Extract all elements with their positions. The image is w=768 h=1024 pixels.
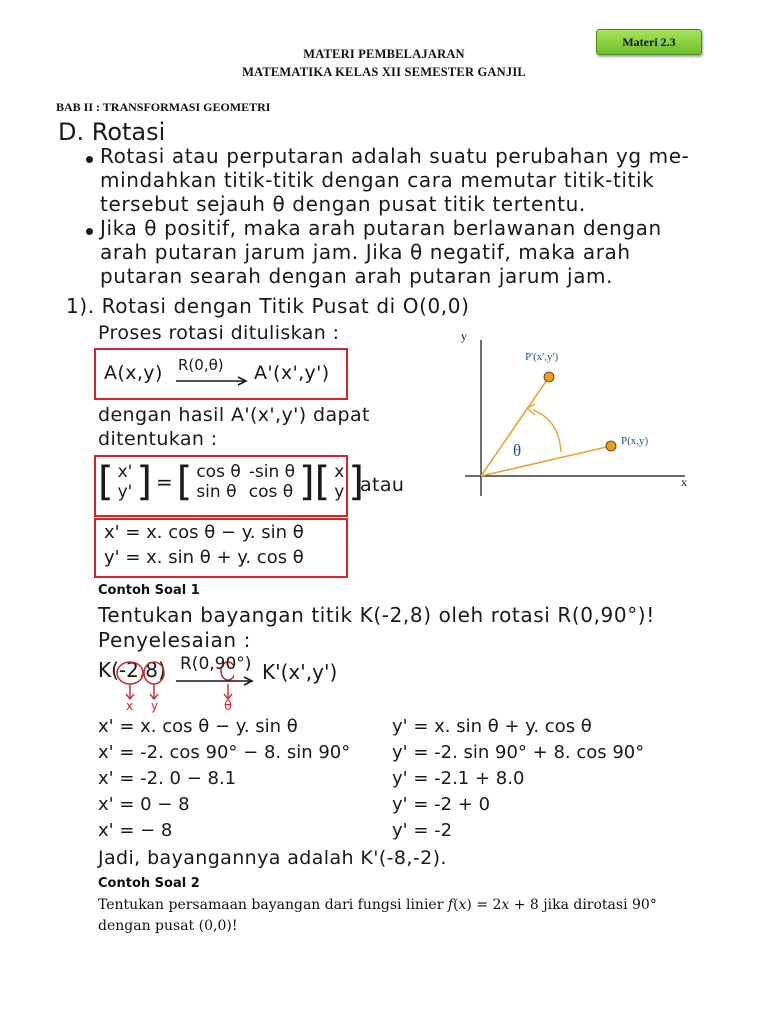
step-left-3: x' = -2. 0 − 8.1 (98, 768, 237, 789)
annot-x: x (126, 699, 134, 713)
header-line-1: MATERI PEMBELAJARAN (303, 47, 465, 61)
result-label-2: ditentukan : (98, 428, 218, 450)
matrix-vec-bottom: y (334, 482, 345, 502)
process-label: Proses rotasi dituliskan : (98, 322, 340, 344)
contoh-1-conclusion: Jadi, bayangannya adalah K'(-8,-2). (98, 847, 447, 869)
result-label-1: dengan hasil A'(x',y') dapat (98, 404, 370, 426)
contoh-2-line-1: Tentukan persamaan bayangan dari fungsi linier 𝑓(𝑥) = 2𝑥 + 8 jika dirotasi 90° (98, 897, 657, 913)
ray-p (481, 446, 611, 476)
step-right-5: y' = -2 (392, 820, 453, 841)
step-right-2: y' = -2. sin 90° + 8. cos 90° (392, 742, 645, 763)
materi-badge: Materi 2.3 (596, 29, 702, 55)
header-line-2: MATEMATIKA KELAS XII SEMESTER GANJIL (242, 65, 526, 79)
chapter-title: BAB II : TRANSFORMASI GEOMETRI (56, 100, 271, 114)
matrix-equation: [ x' ] = [ cos θ -sin θ ] [ x ] y' sin θ cos θ y (98, 459, 364, 505)
contoh-2-title: Contoh Soal 2 (98, 876, 200, 891)
matrix-vec-top: x (334, 462, 345, 482)
subsection-title: 1). Rotasi dengan Titik Pusat di O(0,0) (66, 294, 470, 318)
contoh-1-mapping-left: K(-2,8) (98, 658, 166, 682)
arc-arrowhead (527, 404, 535, 415)
y-label: y (461, 329, 467, 343)
matrix-cell: sin θ (196, 482, 237, 502)
rotation-diagram (455, 320, 715, 500)
contoh-1-question: Tentukan bayangan titik K(-2,8) oleh rotasi R(0,90°)! (98, 603, 655, 627)
label-p: P(x,y) (621, 435, 649, 447)
annot-y: y (151, 699, 159, 713)
step-left-5: x' = − 8 (98, 820, 173, 841)
point-p-prime (544, 372, 554, 382)
atau-label: atau (360, 474, 405, 496)
circle-y (144, 662, 164, 684)
step-right-3: y' = -2.1 + 8.0 (392, 768, 525, 789)
rotation-arc (533, 410, 561, 452)
contoh-1-mapping-op: R(0,90°) (180, 654, 252, 674)
mapping-arrow (176, 376, 250, 386)
ray-p-prime (481, 377, 549, 476)
matrix-cell: cos θ (196, 462, 241, 482)
bullet-dot (86, 228, 93, 235)
bullet-1-line-2: mindahkan titik-titik dengan cara memutar titik-titik (100, 168, 655, 192)
step-right-1: y' = x. sin θ + y. cos θ (392, 716, 592, 737)
annot-theta: θ (224, 699, 232, 714)
matrix-lhs-top: x' (117, 462, 133, 482)
bullet-2-line-2: arah putaran jarum jam. Jika θ negatif, maka arah (100, 240, 631, 264)
step-left-1: x' = x. cos θ − y. sin θ (98, 716, 298, 737)
step-right-4: y' = -2 + 0 (392, 794, 491, 815)
bullet-1-line-1: Rotasi atau perputaran adalah suatu perubahan yg me- (100, 144, 690, 168)
bullet-2-line-1: Jika θ positif, maka arah putaran berlawanan dengan (100, 216, 662, 240)
bullet-2-line-3: putaran searah dengan arah putaran jarum jam. (100, 264, 614, 288)
formula-y: y' = x. sin θ + y. cos θ (104, 547, 304, 568)
circle-x (117, 662, 143, 684)
matrix-cell: cos θ (248, 482, 294, 502)
mapping-left: A(x,y) (104, 362, 163, 384)
matrix-cell: -sin θ (248, 462, 296, 482)
label-p-prime: P'(x',y') (525, 351, 559, 363)
contoh-1-title: Contoh Soal 1 (98, 583, 200, 598)
contoh-1-mapping-right: K'(x',y') (262, 660, 338, 684)
step-left-2: x' = -2. cos 90° − 8. sin 90° (98, 742, 351, 763)
label-theta: θ (513, 441, 522, 460)
section-title: D. Rotasi (58, 118, 166, 146)
bullet-1-line-3: tersebut sejauh θ dengan pusat titik tertentu. (100, 192, 586, 216)
matrix-lhs-bottom: y' (117, 482, 133, 502)
contoh-2-line-2: dengan pusat (0,0)! (98, 918, 238, 934)
formula-x: x' = x. cos θ − y. sin θ (104, 522, 304, 543)
point-p (606, 441, 616, 451)
mapping-op: R(0,θ) (178, 356, 224, 374)
bullet-dot (86, 156, 93, 163)
mapping-right: A'(x',y') (254, 362, 330, 384)
step-left-4: x' = 0 − 8 (98, 794, 190, 815)
x-label: x (681, 475, 687, 489)
penyelesaian-label: Penyelesaian : (98, 628, 251, 652)
